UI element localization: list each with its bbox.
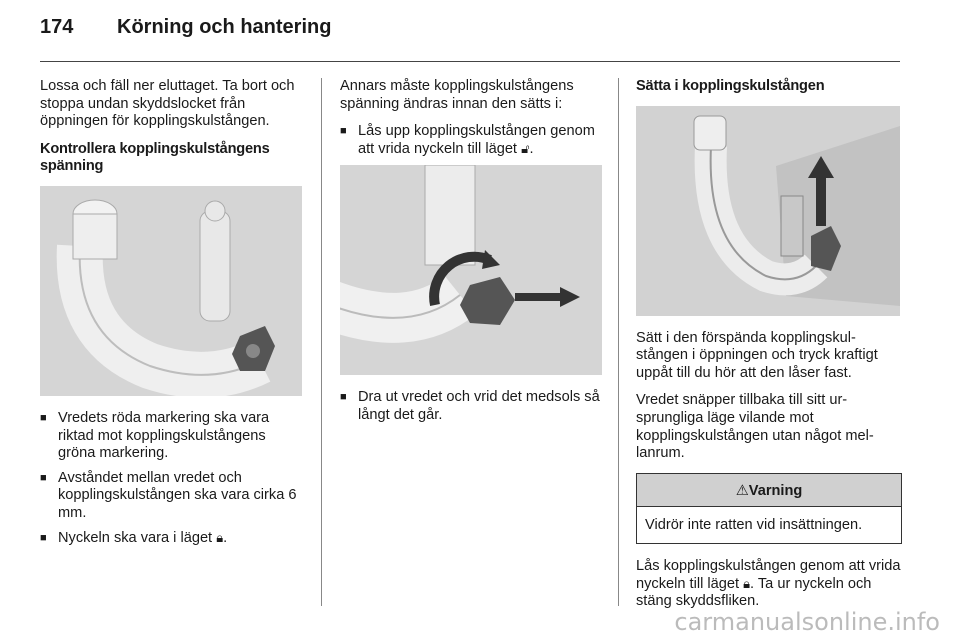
paragraph: Sätt i den förspända kopplingskul-stången i öppningen och tryck kraftigt uppåt till du hör att den låser fast. <box>636 329 878 381</box>
paragraph: Vredet snäpper tillbaka till sitt ur-sprungliga läge vilande mot kopplingskulstången utan något mel-lanrum. <box>636 392 874 462</box>
warning-triangle-icon: ⚠ <box>735 481 749 499</box>
tow-bar-figure <box>40 186 302 396</box>
section-heading: Kontrollera kopplingskulstångens spänning <box>40 140 270 175</box>
column-left <box>40 78 305 554</box>
lock-closed-icon: 🔒︎ <box>743 576 751 592</box>
page-header <box>40 16 331 39</box>
list-item: ■ Dra ut vredet och vrid det medsols så långt det går. <box>340 389 605 424</box>
column-right <box>636 78 902 621</box>
warning-title: Varning <box>748 482 803 499</box>
intro-paragraph: Annars måste kopplingskulstångens spänning ändras innan den sätts i: <box>340 78 574 112</box>
warning-text: Vidrör inte ratten vid insättningen. <box>645 517 863 534</box>
column-divider <box>321 78 322 606</box>
section-heading: Sätta i kopplingskulstången <box>636 78 825 94</box>
knob-release-figure <box>340 165 602 375</box>
list-item: ■ Lås upp kopplingskulstången genom att vrida nyckeln till läget 🔓︎. <box>340 123 605 158</box>
list-item: ■ Vredets röda markering ska vara riktad mot kopplingskulstångens gröna markering. <box>40 410 305 463</box>
list-item: ■ Nyckeln ska vara i läget 🔒︎. <box>40 530 305 548</box>
warning-box <box>636 473 902 544</box>
page-number: 174 <box>40 16 74 38</box>
insert-tow-bar-figure <box>636 106 900 316</box>
watermark: carmanualsonline.info <box>674 608 940 636</box>
intro-paragraph: Lossa och fäll ner eluttaget. Ta bort och stoppa undan skyddslocket från öppningen för kopplingskulstången. <box>40 78 295 130</box>
column-middle <box>340 78 605 432</box>
warning-header <box>637 474 901 508</box>
lock-closed-icon: 🔒︎ <box>216 530 224 546</box>
page-title: Körning och hantering <box>117 16 332 38</box>
list-item: ■ Avståndet mellan vredet och kopplingskulstången ska vara cirka 6 mm. <box>40 470 305 523</box>
lock-open-icon: 🔓︎ <box>521 141 530 157</box>
column-divider <box>618 78 619 606</box>
paragraph: Lås kopplingskulstången genom att vrida nyckeln till läget 🔒︎. Ta ur nyckeln och stäng skyddsfliken. <box>636 557 901 610</box>
header-divider <box>40 61 900 62</box>
